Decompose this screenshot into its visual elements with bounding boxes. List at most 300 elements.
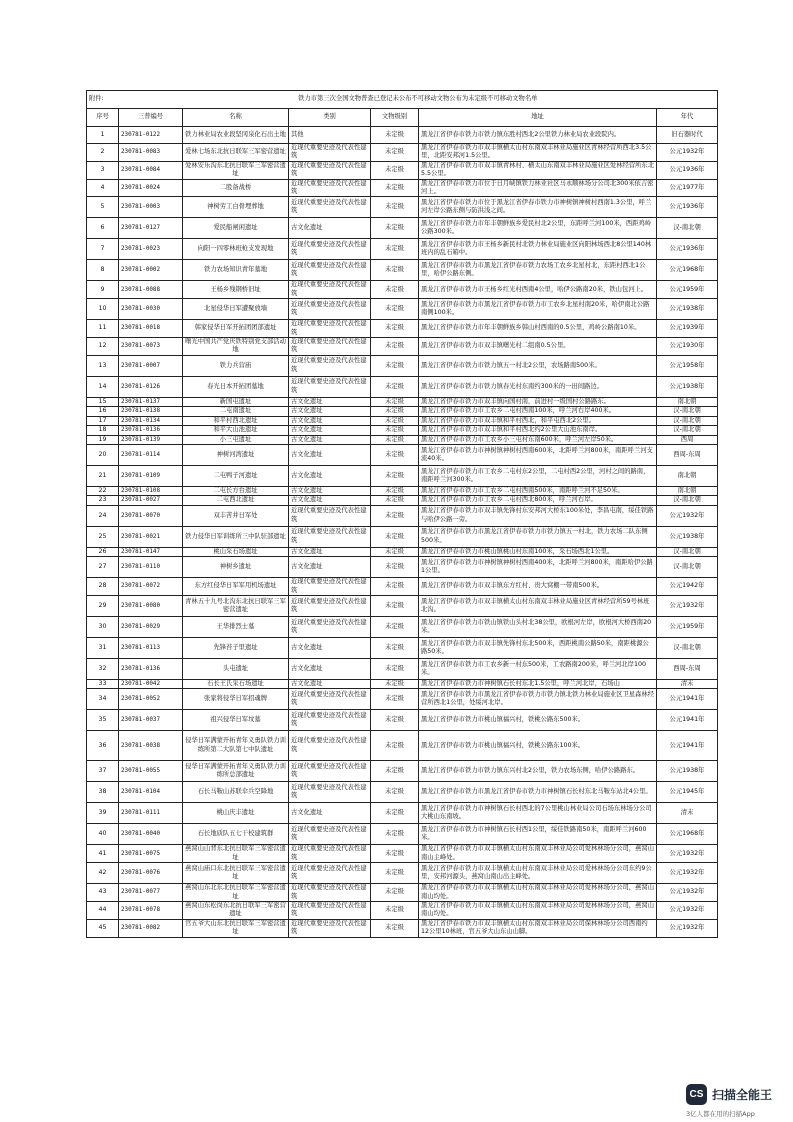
- cell-type: 近现代重要史迹及代表性建筑: [289, 782, 371, 803]
- table-row: [87, 884, 718, 902]
- cell-seq: 39: [87, 803, 119, 824]
- cell-type: 近现代重要史迹及代表性建筑: [289, 320, 371, 338]
- cell-level: 未定级: [371, 919, 419, 937]
- cell-address: 黑龙江省伊春市铁力市黑龙江省伊春市铁力农场工农乡北星村北，东距村西北1公里，哈伊公路东侧。: [419, 260, 657, 281]
- cell-name: 二屯鸭子河遗址: [183, 465, 289, 486]
- cell-name: 小三屯遗址: [183, 435, 289, 444]
- cell-level: 未定级: [371, 465, 419, 486]
- cell-level: 未定级: [371, 616, 419, 637]
- cell-code: 230781-0072: [119, 578, 183, 596]
- cell-code: 230781-0080: [119, 595, 183, 616]
- cell-code: 230781-0111: [119, 803, 183, 824]
- cell-name: 石长马鞍山苏联伞兵空降地: [183, 782, 289, 803]
- col-header-code: 三普编号: [119, 109, 183, 127]
- table-row: [87, 578, 718, 596]
- cell-level: 未定级: [371, 557, 419, 578]
- table-row: [87, 557, 718, 578]
- cell-level: 未定级: [371, 444, 419, 465]
- cell-code: 230781-0078: [119, 901, 183, 919]
- cell-type: 近现代重要史迹及代表性建筑: [289, 281, 371, 299]
- table-row: [87, 526, 718, 547]
- cell-code: 230781-0040: [119, 824, 183, 845]
- cell-code: 230781-0139: [119, 435, 183, 444]
- cell-level: 未定级: [371, 689, 419, 710]
- cell-level: 未定级: [371, 179, 419, 197]
- cell-name: 神树劳工白骨埋葬地: [183, 197, 289, 218]
- cell-type: 古文化遗址: [289, 557, 371, 578]
- cell-era: 公元1941年: [657, 689, 718, 710]
- cell-address: 黑龙江省伊春市铁力市神树镇神树村西南400米，北距呼兰河800米，南距哈伊公路1公里。: [419, 557, 657, 578]
- cell-seq: 30: [87, 616, 119, 637]
- table-row: [87, 782, 718, 803]
- cell-address: 黑龙江省伊春市铁力市双丰镇横太山村东南双丰林业局公司爱林林场分公司东约9公里，安邦河源头，燕窝山南山出主峰处。: [419, 863, 657, 884]
- table-row: [87, 127, 718, 144]
- cell-name: 北星侵华日军遭聚放墙: [183, 299, 289, 320]
- table-row: [87, 355, 718, 376]
- cell-name: 铁力兵营庙: [183, 355, 289, 376]
- cell-name: 和平大山池遗址: [183, 426, 289, 435]
- table-row: [87, 486, 718, 495]
- cell-seq: 10: [87, 299, 119, 320]
- cell-name: 韩家侵华日军开拓团团部遗址: [183, 320, 289, 338]
- table-row: [87, 919, 718, 937]
- cell-type: 近现代重要史迹及代表性建筑: [289, 144, 371, 162]
- table-row: [87, 416, 718, 425]
- cell-era: 公元1932年: [657, 845, 718, 863]
- cell-seq: 40: [87, 824, 119, 845]
- cell-era: 汉-南北朝: [657, 557, 718, 578]
- cell-level: 未定级: [371, 320, 419, 338]
- cell-seq: 7: [87, 239, 119, 260]
- cell-level: 未定级: [371, 578, 419, 596]
- cell-seq: 14: [87, 376, 119, 397]
- cell-type: 近现代重要史迹及代表性建筑: [289, 919, 371, 937]
- cell-code: 230781-0114: [119, 444, 183, 465]
- cell-type: 古文化遗址: [289, 658, 371, 679]
- cell-level: 未定级: [371, 127, 419, 144]
- cell-era: 公元1939年: [657, 320, 718, 338]
- cell-name: 爱民船闸闲遗址: [183, 218, 289, 239]
- table-row: [87, 679, 718, 688]
- cell-code: 230781-0052: [119, 689, 183, 710]
- cell-level: 未定级: [371, 547, 419, 556]
- table-row: [87, 465, 718, 486]
- cell-name: 石长地质队五七干校建筑群: [183, 824, 289, 845]
- title-row: [87, 91, 718, 109]
- cell-era: 汉-南北朝: [657, 407, 718, 416]
- cell-era: 汉-南北朝: [657, 218, 718, 239]
- cell-seq: 42: [87, 863, 119, 884]
- cell-level: 未定级: [371, 144, 419, 162]
- cell-type: 近现代重要史迹及代表性建筑: [289, 578, 371, 596]
- cell-code: 230781-0113: [119, 637, 183, 658]
- cell-name: 王华排烈士墓: [183, 616, 289, 637]
- cell-seq: 33: [87, 679, 119, 688]
- cell-era: 公元1942年: [657, 578, 718, 596]
- cell-name: 桃山采石场遗址: [183, 547, 289, 556]
- cell-type: 近现代重要史迹及代表性建筑: [289, 505, 371, 526]
- cell-code: 230781-0134: [119, 416, 183, 425]
- table-row: [87, 376, 718, 397]
- cell-name: 先锋苔子里遗址: [183, 637, 289, 658]
- cell-level: 未定级: [371, 397, 419, 406]
- table-row: [87, 505, 718, 526]
- cell-type: 古文化遗址: [289, 547, 371, 556]
- cell-address: 黑龙江省伊春市铁力市桃山镇福兴村，铁桃公路东100米。: [419, 731, 657, 761]
- cell-code: 230781-0077: [119, 884, 183, 902]
- cell-name: 石长王氏采石场遗址: [183, 679, 289, 688]
- cell-code: 230781-0137: [119, 397, 183, 406]
- table-row: [87, 281, 718, 299]
- cell-era: 南北朝: [657, 486, 718, 495]
- cell-code: 230781-0147: [119, 547, 183, 556]
- cell-level: 未定级: [371, 679, 419, 688]
- cell-address: 黑龙江省伊春市铁力市铁力镇东兴村北2公里，铁力农场东侧，哈伊公路路东。: [419, 761, 657, 782]
- watermark-app-name: 扫描全能王: [712, 1088, 773, 1102]
- col-header-era: 年代: [657, 109, 718, 127]
- cell-name: 王杨乡残钢桥旧址: [183, 281, 289, 299]
- table-row: [87, 803, 718, 824]
- table-row: [87, 260, 718, 281]
- cell-address: 黑龙江省伊春市铁力市双丰镇先锋村东安邦河大桥东100米处，李昌屯南，绥佳铁路与哈伊公路一旁。: [419, 505, 657, 526]
- cell-code: 230781-0042: [119, 679, 183, 688]
- cell-level: 未定级: [371, 486, 419, 495]
- cell-era: 汉-南北朝: [657, 547, 718, 556]
- cell-era: 公元1938年: [657, 299, 718, 320]
- cell-type: 近现代重要史迹及代表性建筑: [289, 197, 371, 218]
- cell-level: 未定级: [371, 416, 419, 425]
- cell-era: 汉-南北朝: [657, 416, 718, 425]
- cell-seq: 20: [87, 444, 119, 465]
- cell-seq: 25: [87, 526, 119, 547]
- cell-address: 黑龙江省伊春市铁力市铁力镇五一村北2公里，农场路南500米。: [419, 355, 657, 376]
- table-row: [87, 144, 718, 162]
- cell-level: 未定级: [371, 863, 419, 884]
- cell-type: 近现代重要史迹及代表性建筑: [289, 761, 371, 782]
- cell-name: 头屯遗址: [183, 658, 289, 679]
- annex-label: 附件:: [87, 91, 119, 109]
- cell-era: 公元1930年: [657, 338, 718, 356]
- table-row: [87, 595, 718, 616]
- cell-code: 230781-0030: [119, 299, 183, 320]
- cell-type: 古文化遗址: [289, 637, 371, 658]
- cell-code: 230781-0037: [119, 710, 183, 731]
- cell-era: 公元1945年: [657, 782, 718, 803]
- cell-level: 未定级: [371, 803, 419, 824]
- cell-address: 黑龙江省伊春市铁力市双丰镇横太山村东南双丰林业局施业区青林经营所西北3.5公里，北距安邦河1.5公里。: [419, 144, 657, 162]
- cell-name: 二屯西北遗址: [183, 496, 289, 505]
- cell-address: 黑龙江省伊春市铁力市工农乡二屯村西南100米，呼兰河右岸400米。: [419, 407, 657, 416]
- col-header-level: 文物级别: [371, 109, 419, 127]
- cell-level: 未定级: [371, 218, 419, 239]
- cell-type: 近现代重要史迹及代表性建筑: [289, 595, 371, 616]
- camscanner-logo-icon: CS: [686, 1084, 707, 1105]
- cell-era: 公元1977年: [657, 179, 718, 197]
- cell-type: 近现代重要史迹及代表性建筑: [289, 616, 371, 637]
- cell-address: 黑龙江省伊春市铁力市双丰镇横太山村东南双丰林业局公司爱林林场分公司，燕窝山南山均处。: [419, 884, 657, 902]
- cell-seq: 3: [87, 161, 119, 179]
- table-row: [87, 616, 718, 637]
- cell-era: 汉-南北朝: [657, 426, 718, 435]
- cell-code: 230781-0104: [119, 782, 183, 803]
- cell-seq: 18: [87, 426, 119, 435]
- table-row: [87, 547, 718, 556]
- cell-era: 公元1958年: [657, 355, 718, 376]
- cell-era: 公元1936年: [657, 197, 718, 218]
- cell-address: 黑龙江省伊春市铁力市双丰镇横太山村东南双丰林业局公司爱林林场分公司，燕窝山南山主峰处。: [419, 845, 657, 863]
- cell-type: 古文化遗址: [289, 465, 371, 486]
- cell-level: 未定级: [371, 901, 419, 919]
- cell-era: 公元1959年: [657, 281, 718, 299]
- cell-seq: 8: [87, 260, 119, 281]
- cell-type: 近现代重要史迹及代表性建筑: [289, 526, 371, 547]
- cell-name: 二屯长方台遗址: [183, 486, 289, 495]
- cell-code: 230781-0083: [119, 144, 183, 162]
- cell-seq: 6: [87, 218, 119, 239]
- cell-code: 230781-0076: [119, 863, 183, 884]
- cell-era: 清末: [657, 679, 718, 688]
- cell-address: 黑龙江省伊春市铁力市黑龙江省伊春市铁力市神树镇石长村东北马鞍车站北4公里。: [419, 782, 657, 803]
- cell-type: 古文化遗址: [289, 444, 371, 465]
- cell-address: 黑龙江省伊春市铁力市双丰镇东方红村、贵大窝棚一带南500米。: [419, 578, 657, 596]
- cell-type: 古文化遗址: [289, 486, 371, 495]
- cell-address: 黑龙江省伊春市铁力市桃山镇桃山村东南100米，采石场西北1公里。: [419, 547, 657, 556]
- table-row: [87, 710, 718, 731]
- cell-address: 黑龙江省伊春市铁力市位于日月峡镇铁力林业社区马永顺林场分公司北300米依吉密河上。: [419, 179, 657, 197]
- cell-address: 黑龙江省伊春市铁力市工农乡新一村东500米，工农路南200米，呼兰河北岸100米。: [419, 658, 657, 679]
- column-header-row: [87, 109, 718, 127]
- cell-level: 未定级: [371, 710, 419, 731]
- cell-code: 230781-0109: [119, 465, 183, 486]
- cell-seq: 38: [87, 782, 119, 803]
- cell-era: 公元1938年: [657, 761, 718, 782]
- cell-seq: 34: [87, 689, 119, 710]
- cell-seq: 22: [87, 486, 119, 495]
- cell-seq: 29: [87, 595, 119, 616]
- cell-type: 近现代重要史迹及代表性建筑: [289, 884, 371, 902]
- table-row: [87, 179, 718, 197]
- cell-level: 未定级: [371, 426, 419, 435]
- cell-type: 近现代重要史迹及代表性建筑: [289, 355, 371, 376]
- cell-seq: 36: [87, 731, 119, 761]
- cell-seq: 13: [87, 355, 119, 376]
- cell-code: 230781-0122: [119, 127, 183, 144]
- cell-name: 燕窝山东北东北抗日联军三军密营遗址: [183, 884, 289, 902]
- cell-level: 未定级: [371, 281, 419, 299]
- cell-type: 近现代重要史迹及代表性建筑: [289, 161, 371, 179]
- scanner-watermark: [686, 1084, 786, 1120]
- cell-type: 古文化遗址: [289, 803, 371, 824]
- cell-level: 未定级: [371, 239, 419, 260]
- table-row: [87, 845, 718, 863]
- cell-address: 黑龙江省伊春市铁力市双丰镇和平村西北约2公里大山池东南岸。: [419, 426, 657, 435]
- cell-code: 230781-0002: [119, 260, 183, 281]
- cell-era: 西周-东周: [657, 658, 718, 679]
- col-header-address: 地址: [419, 109, 657, 127]
- cell-name: 侵华日军满蒙开拓青年义勇队铁力训练所总部遗址: [183, 761, 289, 782]
- cell-address: 黑龙江省伊春市铁力市双丰镇曙光村二组南0.5公里。: [419, 338, 657, 356]
- cell-address: 黑龙江省伊春市铁力市黑龙江省伊春市铁力市铁力镇北铁力林业局施业区卫星森林经营所西北1公里，处绥河北岸。: [419, 689, 657, 710]
- cell-name: 官五爷大山东北抗日联军三军密营遗址: [183, 919, 289, 937]
- cell-address: 黑龙江省伊春市铁力市双丰镇横太山村东南双丰林业局公司保林林场分公司西南约12公里10林班，官五爷大山东山山脚。: [419, 919, 657, 937]
- cell-code: 230781-0082: [119, 919, 183, 937]
- cell-seq: 23: [87, 496, 119, 505]
- table-row: [87, 901, 718, 919]
- cell-address: 黑龙江省伊春市铁力市王杨乡红光村西南4公里，哈伊公路南20米，铁山包河上。: [419, 281, 657, 299]
- cell-level: 未定级: [371, 407, 419, 416]
- table-row: [87, 239, 718, 260]
- cell-address: 黑龙江省伊春市铁力市双丰镇和平村西北，和平屯西北2公里。: [419, 416, 657, 425]
- cell-seq: 35: [87, 710, 119, 731]
- cell-type: 近现代重要史迹及代表性建筑: [289, 863, 371, 884]
- cell-name: 双丰苦井日军处: [183, 505, 289, 526]
- cell-era: 公元1941年: [657, 731, 718, 761]
- cell-seq: 24: [87, 505, 119, 526]
- cell-address: 黑龙江省伊春市铁力市王杨乡新民村北铁力林业局施业区向阳林场西北8公里140林班内的乱石箱中。: [419, 239, 657, 260]
- cell-name: 春光日本开拓团墓地: [183, 376, 289, 397]
- cell-type: 古文化遗址: [289, 416, 371, 425]
- col-header-type: 类别: [289, 109, 371, 127]
- cell-seq: 31: [87, 637, 119, 658]
- cell-type: 古文化遗址: [289, 407, 371, 416]
- cell-code: 230781-0136: [119, 426, 183, 435]
- cell-name: 燕窝山东松岗东北抗日联军三军密营遗址: [183, 901, 289, 919]
- cell-name: 神树河湾遗址: [183, 444, 289, 465]
- cell-address: 黑龙江省伊春市铁力市神树镇石长村东北1.5公里，呼兰河北岸，石场山: [419, 679, 657, 688]
- table-row: [87, 426, 718, 435]
- cell-type: 近现代重要史迹及代表性建筑: [289, 179, 371, 197]
- cell-seq: 11: [87, 320, 119, 338]
- cell-code: 230781-0088: [119, 281, 183, 299]
- cell-type: 近现代重要史迹及代表性建筑: [289, 845, 371, 863]
- cell-era: 公元1938年: [657, 376, 718, 397]
- cell-code: 230781-0055: [119, 761, 183, 782]
- cell-era: 公元1941年: [657, 710, 718, 731]
- cell-name: 爱林七场东北抗日联军三军密营遗址: [183, 144, 289, 162]
- cell-era: 公元1932年: [657, 901, 718, 919]
- cell-address: 黑龙江省伊春市铁力市双丰镇向国村南，前进村一级国村公路路东。: [419, 397, 657, 406]
- cell-name: 铁力农场知识青年墓地: [183, 260, 289, 281]
- table-row: [87, 407, 718, 416]
- cell-seq: 41: [87, 845, 119, 863]
- cell-seq: 9: [87, 281, 119, 299]
- cell-seq: 26: [87, 547, 119, 556]
- table-row: [87, 161, 718, 179]
- cell-era: 公元1932年: [657, 863, 718, 884]
- cell-level: 未定级: [371, 595, 419, 616]
- cell-code: 230781-0126: [119, 376, 183, 397]
- cell-code: 230781-0038: [119, 731, 183, 761]
- cell-address: 黑龙江省伊春市铁力市神树镇神树村西南600米，北距呼兰河800米，南距呼兰河支流40米。: [419, 444, 657, 465]
- cell-name: 铁力侵华日军训练所三中队驻部遗址: [183, 526, 289, 547]
- cell-type: 近现代重要史迹及代表性建筑: [289, 731, 371, 761]
- cell-code: 230781-0108: [119, 486, 183, 495]
- cell-code: 230781-0021: [119, 526, 183, 547]
- cell-address: 黑龙江省伊春市铁力市桃山镇福兴村，铁桃公路东500米。: [419, 710, 657, 731]
- cell-era: 南北朝: [657, 397, 718, 406]
- cell-level: 未定级: [371, 260, 419, 281]
- cell-address: 黑龙江省伊春市铁力市工农乡二屯村西南500米，南距呼兰河不足50米。: [419, 486, 657, 495]
- cell-code: 230781-0110: [119, 557, 183, 578]
- cell-name: 新国屯遗址: [183, 397, 289, 406]
- cell-code: 230781-0070: [119, 505, 183, 526]
- table-row: [87, 197, 718, 218]
- document-page: [86, 90, 717, 938]
- cell-era: 汉-南北朝: [657, 637, 718, 658]
- cell-address: 黑龙江省伊春市铁力市工农乡小三屯村东南600米，呼兰河左岸50米。: [419, 435, 657, 444]
- cell-address: 黑龙江省伊春市铁力市年丰朝鲜族乡爱民村北2公里，东距呼兰河100米，西距鸡岭公路300米。: [419, 218, 657, 239]
- cell-era: 南北朝: [657, 465, 718, 486]
- cell-era: 公元1959年: [657, 616, 718, 637]
- cell-address: 黑龙江省伊春市铁力市铁力镇春光村东南约300米的一田间路边。: [419, 376, 657, 397]
- cell-level: 未定级: [371, 496, 419, 505]
- cell-address: 黑龙江省伊春市铁力市工农乡二屯村西北800米，呼兰河右岸。: [419, 496, 657, 505]
- cell-type: 古文化遗址: [289, 397, 371, 406]
- cell-code: 230781-0003: [119, 197, 183, 218]
- cell-address: 黑龙江省伊春市铁力市神树镇石长村西1公里，绥佳铁路南50米，南距呼兰河600米。: [419, 824, 657, 845]
- cell-era: 公元1936年: [657, 161, 718, 179]
- cell-era: 汉-南北朝: [657, 496, 718, 505]
- cell-level: 未定级: [371, 782, 419, 803]
- cell-type: 近现代重要史迹及代表性建筑: [289, 239, 371, 260]
- cell-code: 230781-0023: [119, 239, 183, 260]
- cell-era: 旧石器时代: [657, 127, 718, 144]
- cell-level: 未定级: [371, 197, 419, 218]
- cell-type: 古文化遗址: [289, 218, 371, 239]
- cell-era: 公元1968年: [657, 260, 718, 281]
- cell-name: 神树乡遗址: [183, 557, 289, 578]
- cell-code: 230781-0029: [119, 616, 183, 637]
- table-row: [87, 299, 718, 320]
- cell-code: 230781-0084: [119, 161, 183, 179]
- relic-register-table: [86, 90, 718, 938]
- table-row: [87, 731, 718, 761]
- cell-name: 张家将侵华日军招魂牌: [183, 689, 289, 710]
- cell-seq: 16: [87, 407, 119, 416]
- cell-address: 黑龙江省伊春市铁力市双丰镇青林村、横太山东南双丰林业局施业区爱林经营所东北5.5公里。: [419, 161, 657, 179]
- cell-level: 未定级: [371, 637, 419, 658]
- cell-level: 未定级: [371, 731, 419, 761]
- cell-era: 公元1936年: [657, 239, 718, 260]
- cell-level: 未定级: [371, 299, 419, 320]
- cell-type: 古文化遗址: [289, 679, 371, 688]
- cell-code: 230781-0138: [119, 407, 183, 416]
- cell-level: 未定级: [371, 435, 419, 444]
- col-header-seq: 序号: [87, 109, 119, 127]
- table-row: [87, 435, 718, 444]
- cell-address: 黑龙江省伊春市铁力市工农乡二屯村东2公里，二屯村西2公里，河村之间的路南，南距呼兰河300米。: [419, 465, 657, 486]
- cell-seq: 44: [87, 901, 119, 919]
- cell-name: 祖兴侵华日军坟墓: [183, 710, 289, 731]
- cell-name: 燕窝山庙口东北抗日联军三军密营遗址: [183, 863, 289, 884]
- table-row: [87, 397, 718, 406]
- cell-address: 黑龙江省伊春市铁力市双丰镇先锋村东北500米，西距桃南公路50米，南距桃源公路50米。: [419, 637, 657, 658]
- cell-era: 公元1932年: [657, 505, 718, 526]
- watermark-tagline: 3亿人都在用的扫描App: [686, 1110, 755, 1118]
- cell-seq: 4: [87, 179, 119, 197]
- cell-type: 近现代重要史迹及代表性建筑: [289, 299, 371, 320]
- cell-level: 未定级: [371, 845, 419, 863]
- table-row: [87, 689, 718, 710]
- table-body: [87, 127, 718, 938]
- table-row: [87, 444, 718, 465]
- cell-level: 未定级: [371, 884, 419, 902]
- table-row: [87, 761, 718, 782]
- cell-level: 未定级: [371, 505, 419, 526]
- table-row: [87, 338, 718, 356]
- cell-type: 近现代重要史迹及代表性建筑: [289, 710, 371, 731]
- cell-seq: 37: [87, 761, 119, 782]
